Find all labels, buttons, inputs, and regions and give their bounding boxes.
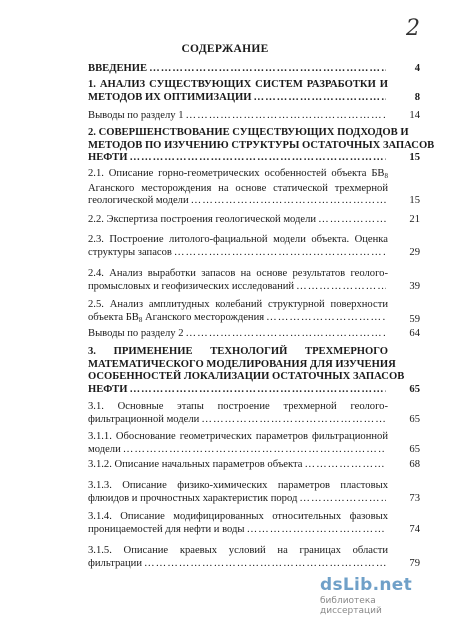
- toc-entry: [88, 268, 420, 293]
- toc-entry-line: [88, 384, 388, 397]
- toc-page-number: 8: [414, 91, 420, 103]
- dot-leader: [201, 414, 386, 427]
- toc-entry-line: [88, 493, 388, 506]
- toc-entry-line: [88, 511, 388, 524]
- watermark-logo: dsLib.net: [320, 575, 413, 595]
- toc-entry-line: [88, 346, 388, 359]
- toc-entry-text: НЕФТИ: [88, 383, 128, 395]
- toc-entry: [88, 511, 420, 536]
- toc-entry-line: [88, 414, 388, 427]
- watermark-caption: библиотека диссертаций: [320, 596, 382, 616]
- toc-entry: [88, 234, 420, 259]
- dot-leader: [186, 110, 387, 123]
- page-number: 2: [406, 16, 420, 41]
- toc-page-number: 15: [409, 152, 420, 164]
- toc-entry-line: [88, 247, 388, 260]
- toc-page-number: 65: [409, 443, 420, 455]
- toc-heading: СОДЕРЖАНИЕ: [181, 43, 269, 55]
- toc-entry-line: [88, 152, 388, 165]
- toc-page-number: 39: [409, 280, 420, 292]
- toc-page-number: 68: [409, 459, 420, 470]
- toc-page-number: 4: [414, 63, 420, 74]
- toc-entry-text: МЕТОДОВ ИХ ОПТИМИЗАЦИИ: [88, 91, 252, 103]
- toc-entry-text: геологической модели: [88, 195, 189, 207]
- toc-entry-text: НЕФТИ: [88, 152, 128, 164]
- toc-entry-text: проницаемостей для нефти и воды: [88, 523, 245, 535]
- toc-entry-text: 2.4. Анализ выработки запасов на основе результатов геолого-: [88, 268, 388, 279]
- toc-entry: [88, 459, 420, 472]
- toc-entry-line: [88, 79, 388, 92]
- toc-entry-text: фильтрации: [88, 557, 143, 569]
- toc-entry-line: [88, 401, 388, 414]
- toc-page-number: 65: [409, 413, 420, 425]
- toc-entry-text: МЕТОДОВ ПО ИЗУЧЕНИЮ СТРУКТУРЫ ОСТАТОЧНЫХ ЗАПАСОВ: [88, 139, 435, 151]
- toc-entry-text: 2. СОВЕРШЕНСТВОВАНИЕ СУЩЕСТВУЮЩИХ ПОДХОДОВ И: [88, 127, 409, 138]
- toc-entry-line: [88, 558, 388, 571]
- toc-page-number: 29: [409, 246, 420, 258]
- dot-leader: [123, 444, 386, 457]
- toc-entry-line: [88, 268, 388, 281]
- toc-entry-text: 3.1. Основные этапы построение трехмерной геолого-: [88, 401, 388, 412]
- toc-entry-line: [88, 459, 388, 472]
- toc-entry-text: ВВЕДЕНИЕ: [88, 63, 148, 74]
- toc-entry-text: 1. АНАЛИЗ СУЩЕСТВУЮЩИХ СИСТЕМ РАЗРАБОТКИ И: [88, 79, 388, 90]
- toc-entry: [88, 127, 435, 165]
- toc-entry-text: флюидов и прочностных характеристик пород: [88, 492, 298, 504]
- dot-leader: [191, 195, 386, 208]
- dot-leader: [144, 558, 386, 571]
- toc-page-number: 15: [409, 195, 420, 207]
- toc-entry-text: 3.1.3. Описание физико-химических параметров пластовых: [88, 480, 388, 491]
- toc-entry-text: ОСОБЕННОСТЕЙ ЛОКАЛИЗАЦИИ ОСТАТОЧНЫХ ЗАПАСОВ: [88, 371, 405, 383]
- subscript: 8: [138, 315, 143, 324]
- toc-entry-line: [88, 358, 396, 372]
- toc-page-number: 64: [409, 328, 420, 339]
- toc-entry: [88, 480, 420, 505]
- dot-leader: [186, 328, 387, 341]
- toc-entry-line: [88, 480, 388, 493]
- toc-entry-text: 3.1.5. Описание краевых условий на границах области: [88, 545, 388, 556]
- toc-entry-line: [88, 371, 405, 384]
- toc-entry-text: 2.3. Построение литолого-фациальной модели объекта. Оценка: [88, 234, 388, 245]
- toc-entry-text: объекта $БВ_8$ Аганского месторождения: [88, 311, 265, 324]
- dot-leader: [304, 459, 386, 472]
- toc-page-number: 73: [409, 492, 420, 504]
- toc-entry-line: [88, 127, 409, 140]
- toc-entry: [88, 63, 420, 76]
- toc-entry-text: 2.2. Экспертиза построения геологической модели: [88, 214, 317, 225]
- toc-entry-text: 2.5. Анализ амплитудных колебаний структурной поверхности: [88, 299, 388, 310]
- watermark: [320, 575, 440, 616]
- dot-leader: [149, 63, 386, 76]
- toc-entry-line: [88, 431, 388, 444]
- toc-entry: [88, 299, 420, 326]
- dot-leader: [266, 312, 386, 325]
- toc-entry-line: [88, 299, 388, 312]
- toc-entry-line: [88, 195, 388, 208]
- toc-entry-text: модели: [88, 443, 121, 455]
- toc-entry-line: [88, 183, 388, 196]
- toc-entry-text: структуры запасов: [88, 246, 172, 258]
- toc-entry-line: [88, 281, 388, 294]
- dot-leader: [318, 214, 386, 227]
- dot-leader: [129, 152, 386, 165]
- toc-entry-line: [88, 524, 388, 537]
- toc-entry-line: [88, 328, 388, 341]
- dot-leader: [129, 384, 386, 397]
- toc-entry: [88, 431, 420, 456]
- dot-leader: [247, 524, 386, 537]
- toc-entry-text: Аганского месторождения на основе статической трехмерной: [88, 182, 388, 194]
- toc-entry: [88, 328, 420, 341]
- dot-leader: [253, 92, 386, 105]
- toc-entry-text: 3. ПРИМЕНЕНИЕ ТЕХНОЛОГИЙ ТРЕХМЕРНОГО: [88, 346, 388, 357]
- toc-page-number: 74: [409, 523, 420, 535]
- toc-entry-line: [88, 168, 388, 183]
- toc-entry-line: [88, 139, 435, 153]
- toc-entry: [88, 545, 420, 570]
- toc-entry-text: 2.1. Описание горно-геометрических особенностей объекта $БВ_8$: [88, 168, 388, 180]
- toc-entry-text: промысловых и геофизических исследований: [88, 280, 295, 292]
- toc-entry-line: [88, 312, 388, 327]
- toc-page-number: 21: [409, 214, 420, 225]
- toc-entry: [88, 214, 420, 227]
- dot-leader: [299, 493, 386, 506]
- toc-entry-line: [88, 545, 388, 558]
- toc-entry: [88, 346, 420, 396]
- toc-entry-text: МАТЕМАТИЧЕСКОГО МОДЕЛИРОВАНИЯ ДЛЯ ИЗУЧЕНИЯ: [88, 358, 396, 370]
- toc-page-number: 79: [409, 557, 420, 569]
- toc-page-number: 14: [409, 110, 420, 121]
- toc-entry-text: фильтрационной модели: [88, 413, 200, 425]
- dot-leader: [296, 281, 386, 294]
- toc-entry-line: [88, 92, 388, 105]
- toc-entry: [88, 110, 420, 123]
- toc-entry-line: [88, 110, 388, 123]
- toc-entry-text: Выводы по разделу 2: [88, 328, 184, 339]
- subscript: 8: [384, 172, 388, 180]
- toc-entry-text: 3.1.2. Описание начальных параметров объекта: [88, 459, 303, 470]
- dot-leader: [174, 247, 386, 260]
- toc-entry: [88, 79, 420, 104]
- toc-entry-text: Выводы по разделу 1: [88, 110, 184, 121]
- toc-entry: [88, 168, 420, 208]
- toc-entry-text: 3.1.4. Описание модифицированных относительных фазовых: [88, 511, 388, 522]
- toc-entry-text: 3.1.1. Обоснование геометрических параметров фильтрационной: [88, 431, 388, 442]
- toc-page-number: 59: [409, 313, 420, 325]
- toc-entry-line: [88, 63, 388, 76]
- toc-entry: [88, 401, 420, 426]
- toc-entry-line: [88, 444, 388, 457]
- toc-entry-line: [88, 214, 388, 227]
- toc-entry-line: [88, 234, 388, 247]
- toc-page-number: 65: [409, 383, 420, 395]
